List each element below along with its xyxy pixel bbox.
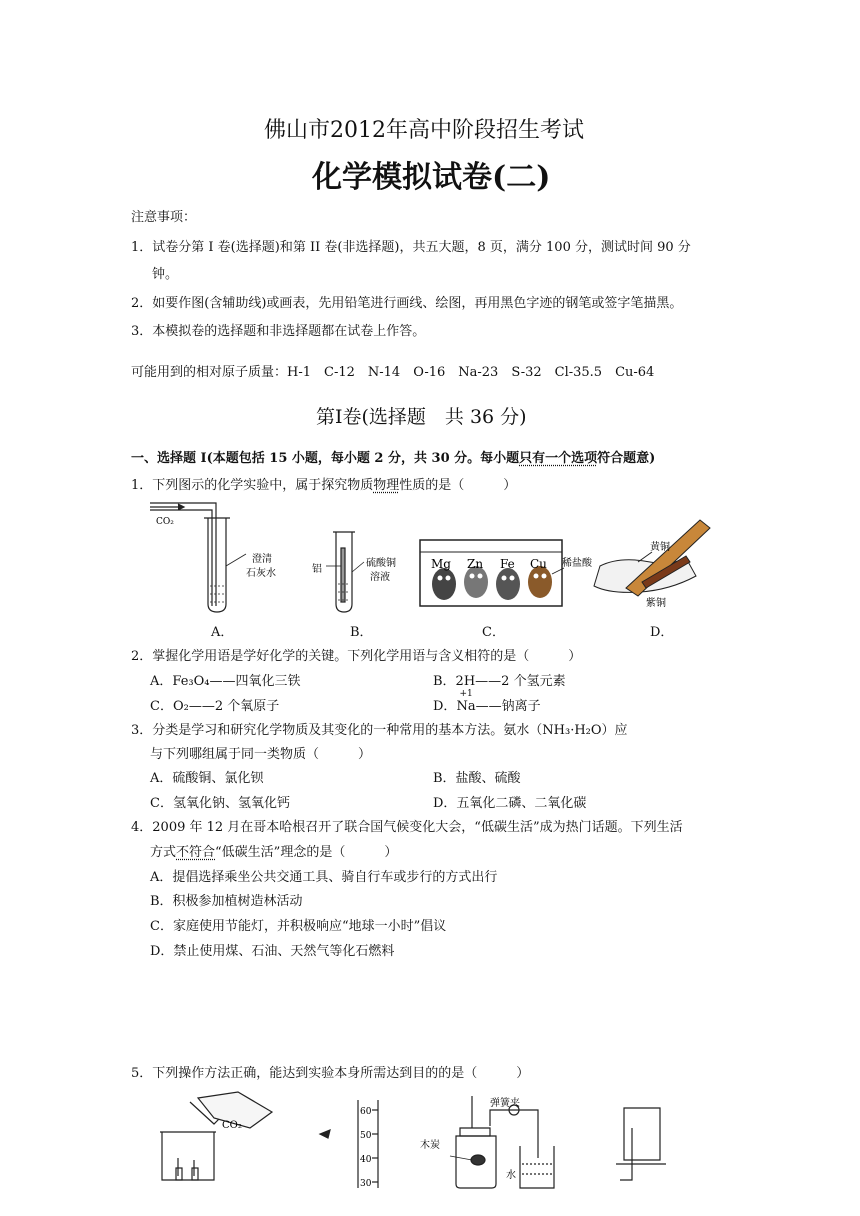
exam-title: 佛山市2012年高中阶段招生考试 bbox=[264, 118, 584, 143]
q1-option-b: B． bbox=[350, 625, 373, 640]
q5-label-charcoal: 木炭 bbox=[420, 1140, 440, 1151]
q1-option-a: A． bbox=[211, 625, 234, 640]
q1-option-d: D． bbox=[650, 625, 674, 640]
notice-heading: 注意事项： bbox=[131, 210, 197, 225]
q1-metal-label: Fe bbox=[500, 557, 515, 571]
q2-option-b: B．2H——2 个氢元素 bbox=[433, 674, 566, 689]
q1-label-hcl: 稀盐酸 bbox=[562, 558, 592, 569]
q4-stem-2a: 方式 bbox=[150, 845, 177, 860]
q4-stem-2b: “低碳生活”理念的是（ ） bbox=[215, 845, 398, 860]
q5-figure bbox=[150, 1088, 680, 1198]
q1-label-co2: CO₂ bbox=[156, 517, 174, 527]
q5-stem: 5．下列操作方法正确，能达到实验本身所需达到目的的是（ ） bbox=[131, 1066, 530, 1081]
notice-item-1-cont: 钟。 bbox=[152, 267, 179, 282]
notice-item-3: 3．本模拟卷的选择题和非选择题都在试卷上作答。 bbox=[131, 324, 426, 339]
q1-figure-d bbox=[594, 520, 710, 596]
q1-option-c: C． bbox=[482, 625, 505, 640]
intro-end: 符合题意) bbox=[597, 451, 656, 466]
q1-stem-b: 性质的是（ ） bbox=[399, 478, 517, 493]
q5-label-clamp: 弹簧夹 bbox=[490, 1098, 520, 1109]
q4-option-c: C．家庭使用节能灯，并积极响应“地球一小时”倡议 bbox=[150, 919, 447, 934]
q1-stem bbox=[131, 474, 516, 493]
q2-option-d-valence: +1 bbox=[459, 689, 473, 699]
q4-stem-emph: 不符合 bbox=[176, 845, 216, 860]
q1-label-cuso4-2: 溶液 bbox=[370, 572, 390, 583]
q4-option-b: B．积极参加植树造林活动 bbox=[150, 894, 303, 909]
q2-option-a: A．Fe₃O₄——四氧化三铁 bbox=[150, 674, 301, 689]
intro-emphasis: 只有一个选项 bbox=[519, 451, 598, 466]
q1-figure-b bbox=[326, 532, 364, 612]
q4-option-a: A．提倡选择乘坐公共交通工具、骑自行车或步行的方式出行 bbox=[150, 870, 498, 885]
paper-title: 化学模拟试卷(二) bbox=[312, 160, 551, 195]
notice-item-1: 1．试卷分第 I 卷(选择题)和第 II 卷(非选择题)，共五大题，8 页，满分 100 分，测试时间 90 分 bbox=[131, 240, 691, 255]
q1-label-aluminum: 铝 bbox=[312, 564, 322, 575]
q2-option-d-rest: ——钠离子 bbox=[475, 699, 541, 714]
q4-option-d: D．禁止使用煤、石油、天然气等化石燃料 bbox=[150, 944, 395, 959]
q2-option-c: C．O₂——2 个氧原子 bbox=[150, 699, 280, 714]
q5-scale-label: 40 bbox=[360, 1155, 372, 1165]
q1-stem-a: 1．下列图示的化学实验中，属于探究物质 bbox=[131, 478, 374, 493]
q1-label-brass: 黄铜 bbox=[650, 542, 670, 553]
q3-option-b: B．盐酸、硫酸 bbox=[433, 771, 521, 786]
q5-scale-label: 50 bbox=[360, 1131, 372, 1141]
q4-stem-1: 4．2009 年 12 月在哥本哈根召开了联合国气候变化大会，“低碳生活”成为热门话题。下列生活 bbox=[131, 820, 683, 835]
q1-metal-label: Cu bbox=[530, 557, 547, 571]
q1-label-limewater-2: 石灰水 bbox=[246, 568, 276, 579]
q2-option-d-symbol: Na bbox=[456, 699, 476, 714]
q2-option-d-prefix: D． bbox=[433, 699, 457, 714]
q3-stem-1: 3．分类是学习和研究化学物质及其变化的一种常用的基本方法。氨水（NH₃·H₂O）应 bbox=[131, 723, 628, 738]
atomic-masses: 可能用到的相对原子质量：H-1 C-12 N-14 O-16 Na-23 S-32 Cl-35.5 Cu-64 bbox=[131, 365, 655, 380]
q2-stem: 2．掌握化学用语是学好化学的关键。下列化学用语与含义相符的是（ ） bbox=[131, 649, 582, 664]
q3-option-c: C．氢氧化钠、氢氧化钙 bbox=[150, 796, 290, 811]
q1-label-limewater-1: 澄清 bbox=[252, 554, 272, 565]
section-title: 第Ⅰ卷(选择题 共 36 分) bbox=[316, 406, 527, 428]
q3-option-d: D．五氧化二磷、二氧化碳 bbox=[433, 796, 587, 811]
q3-option-a: A．硫酸铜、氯化钡 bbox=[150, 771, 264, 786]
q1-metal-label: Mg bbox=[431, 557, 451, 571]
intro-text: 一、选择题 I(本题包括 15 小题，每小题 2 分，共 30 分。每小题 bbox=[131, 451, 520, 466]
part-one-intro bbox=[131, 447, 655, 466]
q2-option-d bbox=[433, 689, 541, 714]
q1-metal-label: Zn bbox=[467, 557, 484, 571]
notice-item-2: 2．如要作图(含辅助线)或画表，先用铅笔进行画线、绘图，再用黑色字迹的钢笔或签字笔描黑。 bbox=[131, 296, 683, 311]
q1-stem-emph: 物理 bbox=[373, 478, 400, 493]
q5-scale-label: 60 bbox=[360, 1107, 372, 1117]
q5-figure-a bbox=[160, 1092, 272, 1180]
q5-label-water: 水 bbox=[506, 1170, 516, 1181]
q1-label-copper: 紫铜 bbox=[646, 598, 666, 609]
q5-figure-d bbox=[616, 1108, 666, 1180]
q4-stem-2 bbox=[150, 841, 397, 860]
q1-label-cuso4-1: 硫酸铜 bbox=[366, 558, 396, 569]
q5-label-co2: CO₂ bbox=[222, 1120, 242, 1131]
q3-stem-2: 与下列哪组属于同一类物质（ ） bbox=[150, 747, 372, 762]
q5-figure-c bbox=[450, 1096, 554, 1188]
q1-figure-c bbox=[420, 540, 564, 606]
q5-scale-label: 30 bbox=[360, 1179, 372, 1189]
q1-figure bbox=[130, 496, 730, 620]
